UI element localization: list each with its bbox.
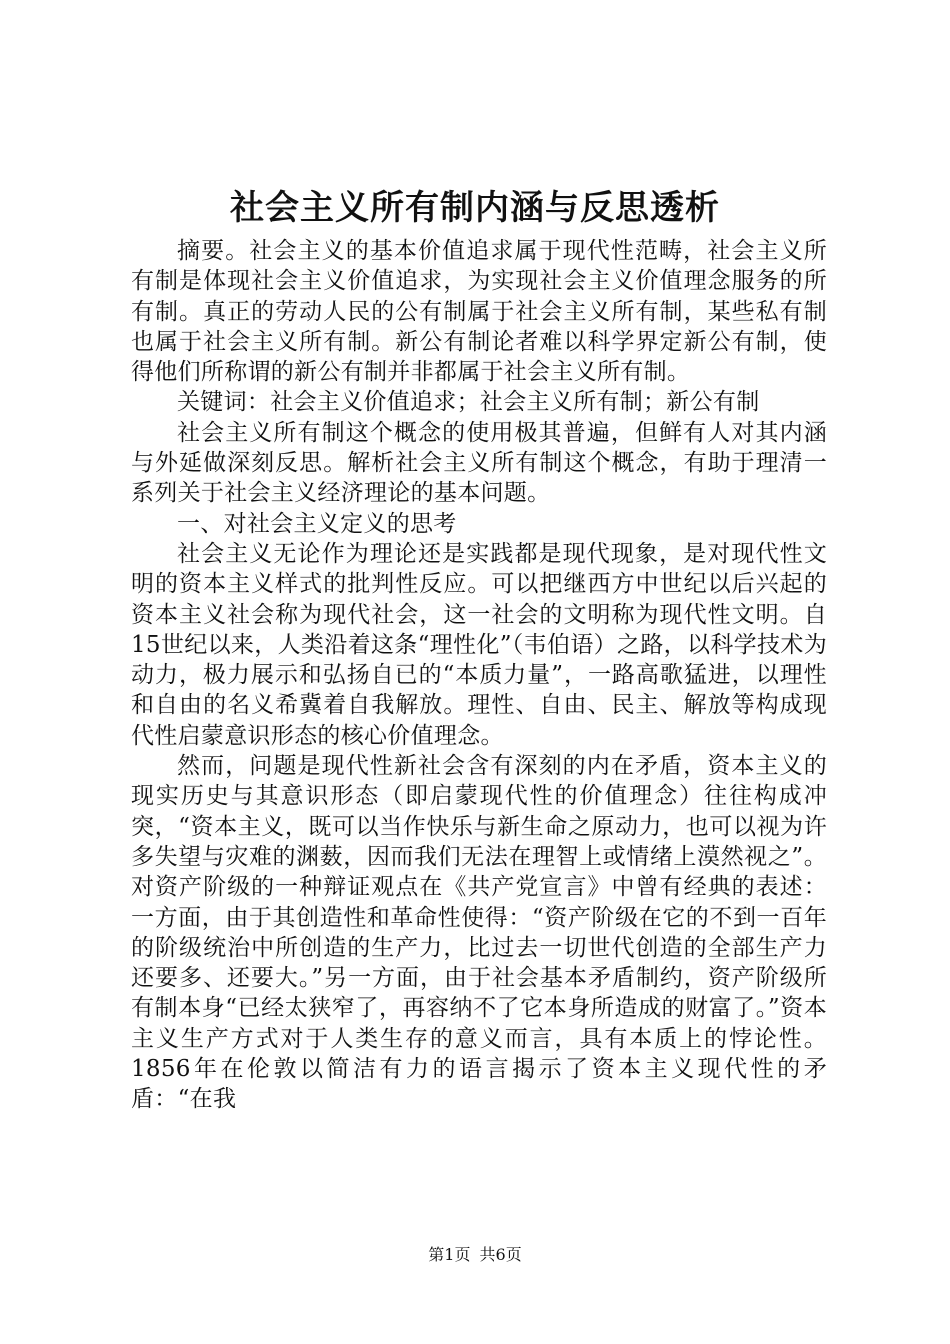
page-number: 第1页: [428, 1245, 471, 1264]
body-paragraph: 社会主义无论作为理论还是实践都是现代现象，是对现代性文明的资本主义样式的批判性反应。可以把继西方中世纪以后兴起的资本主义社会称为现代社会，这一社会的文明称为现代性文明。自15世纪以来，人类沿着这条“理性化”（韦伯语）之路，以科学技术为动力，极力展示和弘扬自已的“本质力量”，一路高歌猛进，以理性和自由的名义希冀着自我解放。理性、自由、民主、解放等构成现代性启蒙意识形态的核心价值理念。: [131, 540, 827, 749]
body-paragraph: 然而，问题是现代性新社会含有深刻的内在矛盾，资本主义的现实历史与其意识形态（即启蒙现代性的价值理念）往往构成冲突，“资本主义，既可以当作快乐与新生命之原动力，也可以视为许多失望与灾难的渊薮，因而我们无法在理智上或情绪上漠然视之”。对资产阶级的一种辩证观点在《共产党宣言》中曾有经典的表述：一方面，由于其创造性和革命性使得：“资产阶级在它的不到一百年的阶级统治中所创造的生产力，比过去一切世代创造的全部生产力还要多、还要大。”另一方面，由于社会基本矛盾制约，资产阶级所有制本身“已经太狭窄了，再容纳不了它本身所造成的财富了。”资本主义生产方式对于人类生存的意义而言，具有本质上的悖论性。1856年在伦敦以简洁有力的语言揭示了资本主义现代性的矛盾：“在我: [131, 753, 827, 1113]
abstract-paragraph: 摘要。社会主义的基本价值追求属于现代性范畴，社会主义所有制是体现社会主义价值追求，为实现社会主义价值理念服务的所有制。真正的劳动人民的公有制属于社会主义所有制，某些私有制也属于社会主义所有制。新公有制论者难以科学界定新公有制，使得他们所称谓的新公有制并非都属于社会主义所有制。: [131, 238, 827, 386]
page-total: 共6页: [479, 1245, 522, 1264]
document-body: [131, 236, 827, 1115]
section-heading: 一、对社会主义定义的思考: [177, 510, 457, 537]
intro-paragraph: 社会主义所有制这个概念的使用极其普遍，但鲜有人对其内涵与外延做深刻反思。解析社会主义所有制这个概念，有助于理清一系列关于社会主义经济理论的基本问题。: [131, 419, 827, 507]
document-title: 社会主义所有制内涵与反思透析: [230, 188, 720, 228]
keywords-paragraph: 关键词：社会主义价值追求；社会主义所有制；新公有制: [177, 389, 760, 416]
page-footer: [0, 1244, 950, 1266]
